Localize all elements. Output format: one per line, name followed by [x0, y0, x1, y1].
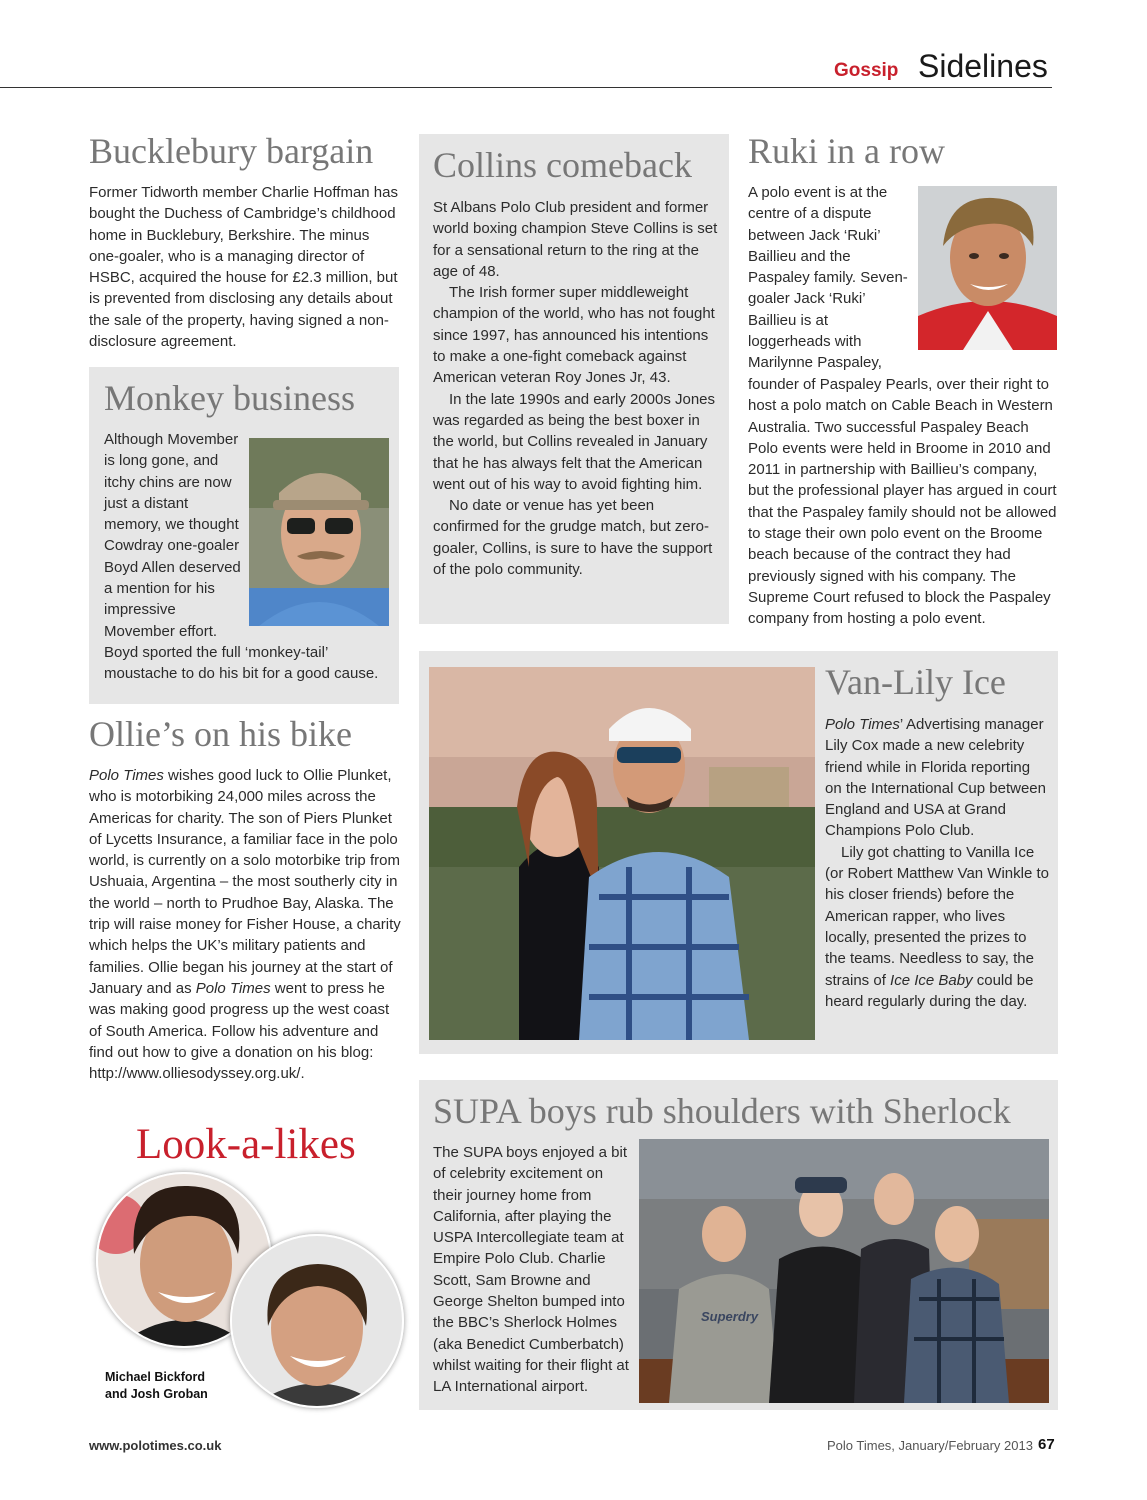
bucklebury-body: Former Tidworth member Charlie Hoffman has bought the Duchess of Cambridge’s childhood home in Bucklebury, Berkshire. The minus one-goaler, who is a managing director of HSBC, acquired the house for £2.3 million, but is prevented from disclosing any details about the sale of the property, having signed a non-disclosure agreement. [89, 184, 398, 351]
ollie-body-part2: went to press he was making good progress up the west coast of South America. Follow his adventure and find out how to give a donation on his blog: http://www.olliesodyssey.org.uk/. [89, 979, 390, 1083]
ollie-headline: Ollie’s on his bike [89, 714, 352, 754]
collins-para-1: St Albans Polo Club president and former world boxing champion Steve Collins is set for a sensational return to the ring at the age of 48. [433, 199, 718, 280]
ruki-baillieu-photo [918, 186, 1057, 350]
page-section-title: Sidelines [918, 48, 1048, 84]
supa-sherlock-photo [639, 1139, 1049, 1403]
superdry-shirt-text: Superdry [701, 1309, 759, 1324]
ruki-body-wrap: A polo event is at the centre of a dispute between Jack ‘Ruki’ Baillieu and the Paspaley family. Seven-goaler Jack ‘Ruki’ Baillieu is at loggerheads with Marilynne Paspaley, [748, 184, 908, 372]
page-number: 67 [1038, 1436, 1055, 1453]
vanlily-para-1-text: ’ Advertising manager Lily Cox made a new celebrity friend while in Florida reporting on the International Cup between England and USA at Grand Champions Polo Club. [825, 716, 1046, 840]
vanlily-para-2b: could be heard regularly during the day. [825, 971, 1034, 1010]
vanlily-body [825, 714, 1049, 1012]
ruki-body-full: founder of Paspaley Pearls, over their right to host a polo match on Cable Beach in Western Australia. Two successful Paspaley Beach Polo events were held in Broome in 2010 and 2011 in partnership with Baillieu’s company, but the professional player has argued in court that the Paspaley family should not be allowed to stage their own polo event on the Broome beach because of the contract they had previously signed with his company. The Supreme Court refused to block the Paspaley company from hosting a polo event. [748, 376, 1057, 628]
collins-para-4: No date or venue has yet been confirmed for the grudge match, but zero-goaler, Collins, is sure to have the support of the polo community. [433, 497, 713, 579]
song-title: Ice Ice Baby [890, 971, 973, 989]
lookalikes-caption [105, 1369, 208, 1403]
monkey-body-wrap: Although Movember is long gone, and itchy chins are now just a distant memory, we thought Cowdray one-goaler Boyd Allen deserved a mention for his impressive Movember effort. [104, 431, 241, 640]
vanilla-ice-photo [429, 667, 815, 1040]
collins-headline: Collins comeback [433, 145, 692, 185]
footer-url: www.polotimes.co.uk [89, 1438, 222, 1453]
monkey-headline: Monkey business [104, 378, 355, 418]
supa-headline: SUPA boys rub shoulders with Sherlock [433, 1091, 1011, 1131]
polo-times-title: Polo Times [89, 767, 164, 784]
header-rule [0, 87, 1052, 88]
lookalikes-caption-line-2: and Josh Groban [105, 1387, 208, 1401]
lookalikes-caption-line-1: Michael Bickford [105, 1370, 206, 1384]
ollie-body-part1: wishes good luck to Ollie Plunket, who is motorbiking 24,000 miles across the Americas for charity. The son of Piers Plunket of Lycetts Insurance, a familiar face in the polo world, is currently on a solo motorbike trip from Ushuaia, Argentina – the most southerly city in the world – north to Prudhoe Bay, Alaska. The trip will raise money for Fisher House, a charity which helps the UK’s military patients and families. Ollie began his journey at the start of January and as [89, 767, 401, 997]
vanlily-para-2 [825, 842, 1049, 1012]
vanlily-para-2a: Lily got chatting to Vanilla Ice (or Robert Matthew Van Winkle to his closer friends) before the American rapper, who lives locally, presented the prizes to the teams. Needless to say, the strains of [825, 843, 1049, 989]
ollie-body [89, 765, 401, 1084]
vanlily-headline: Van-Lily Ice [825, 662, 1006, 702]
collins-body [433, 197, 718, 580]
michael-bickford-photo [230, 1234, 404, 1408]
supa-body: The SUPA boys enjoyed a bit of celebrity excitement on their journey home from California, after playing the USPA Intercollegiate team at Empire Polo Club. Charlie Scott, Sam Browne and George Shelton bumped into the BBC’s Sherlock Holmes (aka Benedict Cumberbatch) whilst waiting for their flight at LA International airport. [433, 1144, 629, 1396]
ruki-headline: Ruki in a row [748, 131, 945, 171]
polo-times-title: Polo Times [195, 979, 271, 997]
lookalikes-headline: Look-a-likes [136, 1121, 356, 1168]
bucklebury-headline: Bucklebury bargain [89, 131, 374, 171]
section-label: Gossip [834, 60, 899, 81]
vanlily-para-1 [825, 714, 1049, 842]
monkey-body-full: Boyd sported the full ‘monkey-tail’ moustache to do his bit for a good cause. [104, 644, 379, 683]
footer-issue: Polo Times, January/February 2013 [827, 1438, 1033, 1453]
collins-para-2: The Irish former super middleweight champion of the world, who has not fought since 1997, has announced his intentions to make a one-fight comeback against American veteran Roy Jones Jr, 43. [433, 284, 715, 387]
collins-para-3: In the late 1990s and early 2000s Jones was regarded as being the best boxer in the world, but Collins revealed in January that he has always felt that the American went out of his way to avoid fighting him. [433, 390, 716, 493]
boyd-allen-photo [249, 438, 389, 626]
polo-times-title: Polo Times [825, 716, 900, 733]
